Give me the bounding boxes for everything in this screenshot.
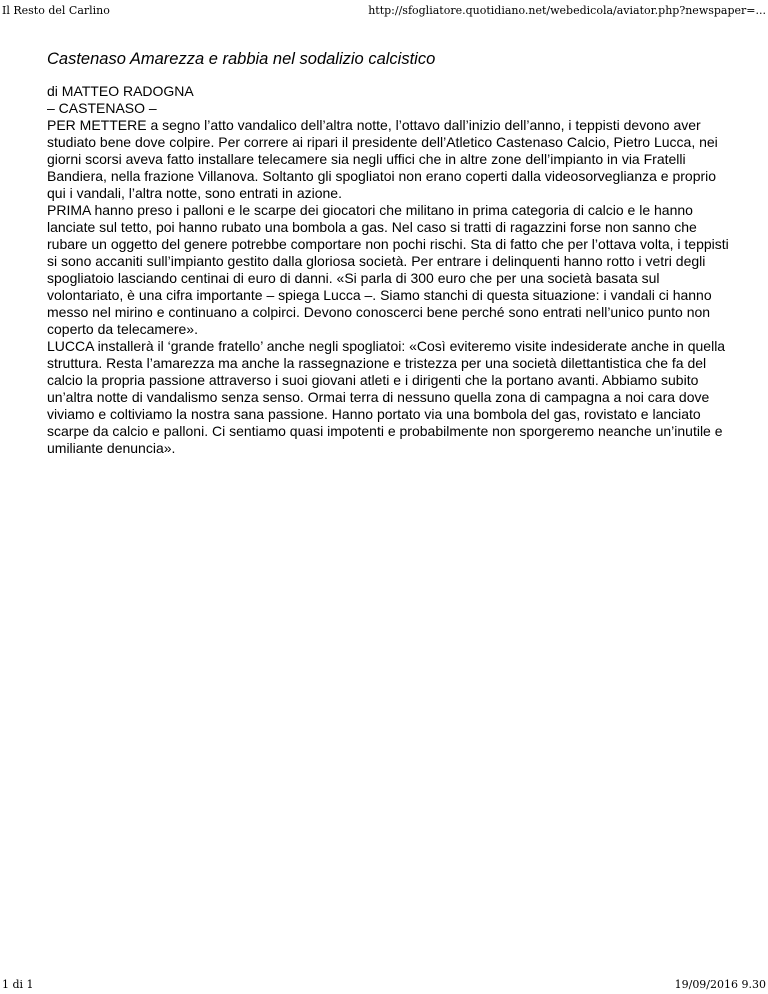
footer-page-count: 1 di 1: [2, 978, 34, 991]
print-header: [2, 4, 766, 17]
article-title: Castenaso Amarezza e rabbia nel sodalizio calcistico: [47, 50, 436, 68]
header-url: http://sfogliatore.quotidiano.net/webedicola/aviator.php?newspaper=...: [368, 4, 766, 17]
article-paragraph-1: PER METTERE a segno l’atto vandalico dell’altra notte, l’ottavo dall’inizio dell’anno, i teppisti devono aver studiato bene dove colpire. Per correre ai ripari il presidente dell’Atletico Castenaso Calcio, Pietro Lucca, nei giorni scorsi aveva fatto installare telecamere sia negli uffici che in altre zone dell’impianto in via Fratelli Bandiera, nella frazione Villanova. Soltanto gli spogliatoi non erano coperti dalla videosorveglianza e proprio qui i vandali, l’altra notte, sono entrati in azione.: [47, 117, 718, 201]
footer-datetime: 19/09/2016 9.30: [674, 978, 766, 991]
article-dateline: – CASTENASO –: [47, 100, 157, 116]
article-paragraph-2: PRIMA hanno preso i palloni e le scarpe dei giocatori che militano in prima categoria di calcio e le hanno lanciate sul tetto, poi hanno rubato una bombola a gas. Nel caso si tratti di ragazzini forse non sanno che rubare un oggetto del genere potrebbe comportare non pochi rischi. Sta di fatto che per l’ottava volta, i teppisti si sono accaniti sull’impianto gestito dalla gloriosa società. Per entrare i delinquenti hanno rotto i vetri degli spogliatoio lasciando centinai di euro di danni. «Si parla di 300 euro che per una società basata sul volontariato, è una cifra importante – spiega Lucca –. Siamo stanchi di questa situazione: i vandali ci hanno messo nel mirino e continuano a colpirci. Devono conoscerci bene perché sono entrati nell’unico punto non coperto da telecamere».: [47, 202, 729, 337]
article-byline: di MATTEO RADOGNA: [47, 83, 194, 99]
article: [47, 49, 729, 457]
header-site-name: Il Resto del Carlino: [2, 4, 110, 17]
article-paragraph-3: LUCCA installerà il ‘grande fratello’ anche negli spogliatoi: «Così eviteremo visite indesiderate anche in quella struttura. Resta l’amarezza ma anche la rassegnazione e tristezza per una società dilettantistica che fa del calcio la propria passione attraverso i suoi giovani atleti e i dirigenti che la portano avanti. Abbiamo subito un’altra notte di vandalismo senza senso. Ormai terra di nessuno quella zona di campagna a noi cara dove viviamo e coltiviamo la nostra sana passione. Hanno portato via una bombola del gas, rovistato e lanciato scarpe da calcio e palloni. Ci sentiamo quasi impotenti e probabilmente non sporgeremo neanche un’inutile e umiliante denuncia».: [47, 338, 726, 456]
print-footer: [2, 978, 766, 991]
